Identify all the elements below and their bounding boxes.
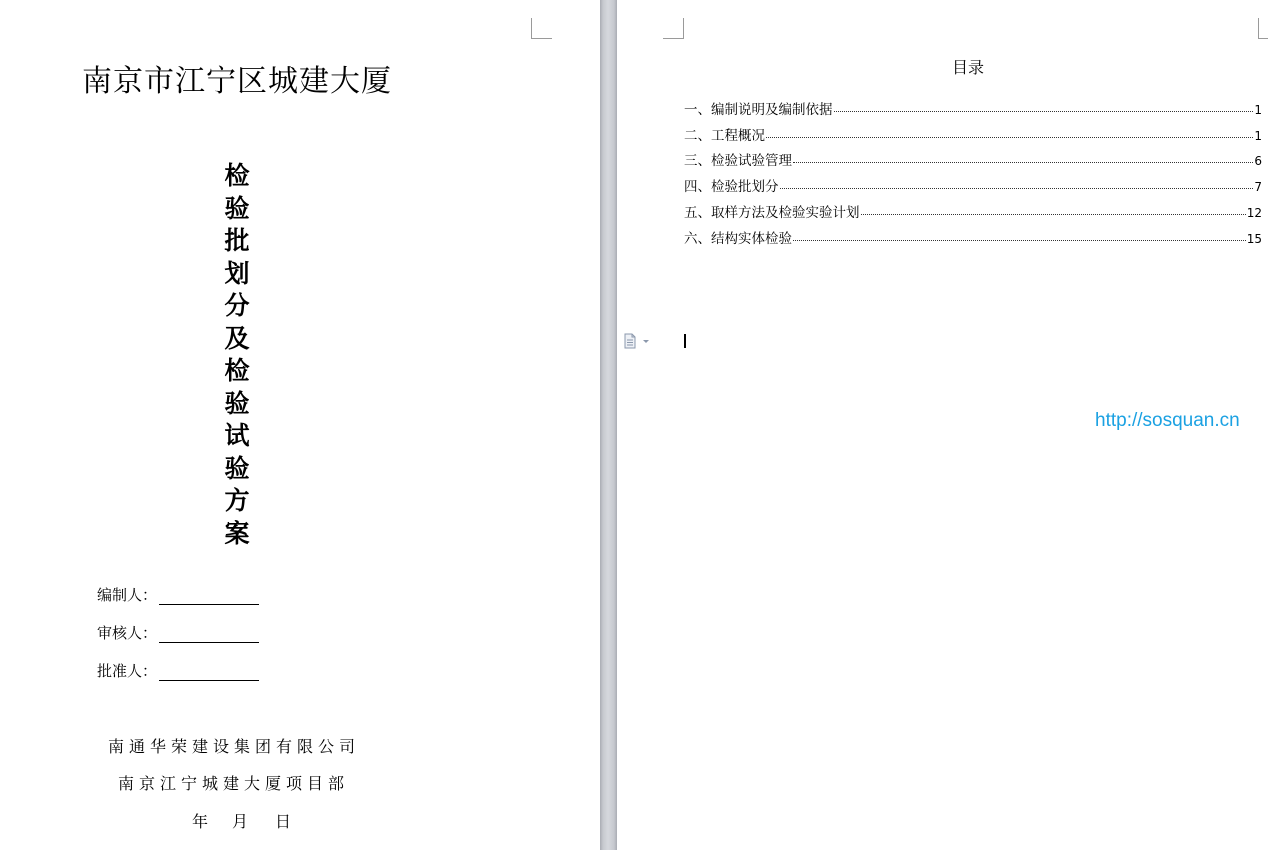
sign-row-reviewer [97,622,259,643]
sign-row-compiler [97,584,259,605]
toc-leader-dots [861,214,1246,215]
toc-entry-label: 一、编制说明及编制依据 [684,101,833,118]
toc-title: 目录 [952,58,985,77]
margin-corner-mark [663,18,684,39]
date-day: 日 [275,812,297,831]
toc-entry[interactable] [684,169,1262,195]
watermark-url: http://sosquan.cn [1095,410,1240,431]
table-of-contents [684,92,1262,247]
toc-entry[interactable] [684,195,1262,221]
toc-leader-dots [766,137,1253,138]
triangle-down-icon [643,340,649,343]
toc-entry-label: 五、取样方法及检验实验计划 [684,204,860,221]
toc-leader-dots [834,111,1254,112]
toc-entry-page: 1 [1254,102,1262,117]
toc-leader-dots [793,162,1253,163]
document-icon [623,333,653,349]
signature-line [159,588,259,605]
vertical-title-char: 划 [224,258,250,288]
vertical-title-char: 案 [224,518,250,548]
vertical-title-char: 验 [224,388,250,418]
toc-entry-label: 六、结构实体检验 [684,230,792,247]
date-year: 年 [192,812,214,831]
signature-line [159,664,259,681]
toc-entry-label: 四、检验批划分 [684,179,779,196]
vertical-title-char: 验 [224,193,250,223]
toc-entry-label: 二、工程概况 [684,127,765,144]
toc-entry-label: 三、检验试验管理 [684,153,792,170]
toc-entry-page: 6 [1254,154,1262,169]
toc-entry-page: 12 [1246,205,1262,220]
cover-title: 南京市江宁区城建大厦 [82,64,392,99]
company-name: 南通华荣建设集团有限公司 [108,737,361,756]
margin-corner-mark [531,18,552,39]
paste-options-button[interactable] [623,333,653,349]
text-cursor [684,334,686,348]
toc-leader-dots [780,188,1254,189]
page-left [0,0,600,850]
toc-entry[interactable] [684,221,1262,247]
vertical-title-char: 试 [224,421,250,450]
department-name: 南京江宁城建大厦项目部 [118,774,350,793]
sign-label: 编制人： [97,586,158,604]
vertical-title-char: 检 [224,161,250,190]
toc-leader-dots [793,240,1246,241]
signature-line [159,626,259,643]
vertical-title-char: 批 [224,226,250,255]
vertical-title-char: 检 [224,356,250,385]
sign-label: 批准人： [97,662,158,680]
vertical-title-char: 验 [224,453,250,483]
toc-entry-page: 7 [1254,180,1262,195]
toc-entry-page: 1 [1254,128,1262,143]
sign-label: 审核人： [97,624,158,642]
toc-entry[interactable] [684,118,1262,144]
vertical-title-char: 及 [224,323,250,353]
toc-entry[interactable] [684,92,1262,118]
toc-entry-page: 15 [1246,231,1262,246]
margin-corner-mark [1258,18,1268,39]
date-month: 月 [232,812,254,831]
sign-row-approver [97,660,259,681]
vertical-title-char: 方 [224,486,250,515]
vertical-title-char: 分 [224,291,250,320]
toc-entry[interactable] [684,144,1262,170]
vertical-title [222,160,252,550]
page-divider [600,0,617,850]
